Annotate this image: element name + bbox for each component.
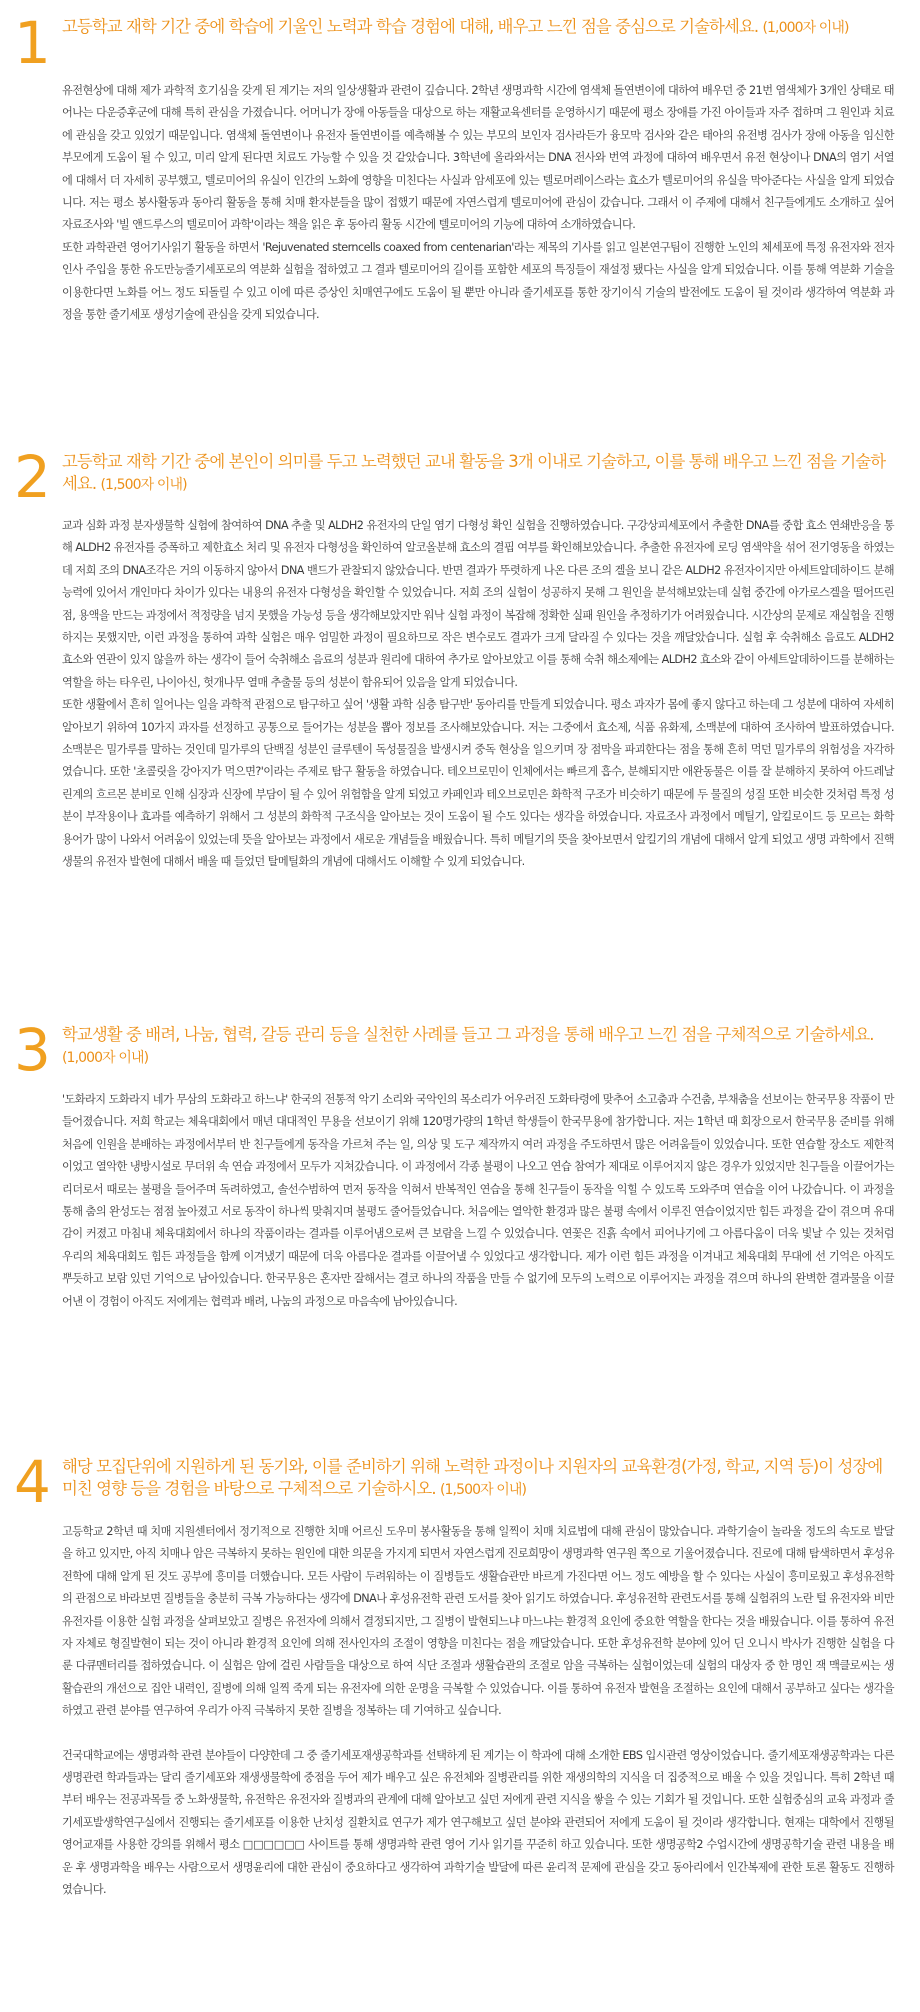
answer-body [62, 515, 894, 874]
section-number: 1 [14, 9, 51, 77]
section-question [62, 16, 892, 39]
answer-paragraph: 고등학교 2학년 때 치매 지원센터에서 정기적으로 진행한 치매 어르신 도우미 봉사활동을 통해 일찍이 치매 치료법에 대해 관심이 많았습니다. 과학기술이 놀라울 정도의 속도로 발달을 하고 있지만, 아직 치매나 암은 극복하지 못하는 원인에 대한 의문을 가지게 되면서 자연스럽게 진로희망이 생명과학 연구원 쪽으로 기울어졌습니다. 진로에 대해 탐색하면서 후성유전학에 대해 알게 된 것도 공부에 흥미를 더했습니다. 모든 사람이 두려워하는 이 질병들도 생활습관만 바르게 가진다면 어느 정도 예방을 할 수 있다는 사실이 흥미로웠고 후성유전학의 관점으로 바라보면 질병들을 충분히 극복 가능하다는 생각에 DNA나 후성유전학 관련 도서를 찾아 읽기도 하였습니다. 후성유전학 관련도서를 통해 실험쥐의 노란 털 유전자와 비만유전자를 이용한 실험 과정을 살펴보았고 질병은 유전자에 의해서 결정되지만, 그 질병이 발현되느냐 마느냐는 환경적 요인에 중요한 역할을 한다는 것을 배웠습니다. 이를 통하여 유전자 자체로 형질발현이 되는 것이 아니라 환경적 요인에 의해 전사인자의 조절이 영향을 미친다는 점을 깨달았습니다. 또한 후성유전학 분야에 있어 딘 오니시 박사가 진행한 실험을 다룬 다큐멘터리를 접하였습니다. 이 실험은 암에 걸린 사람들을 대상으로 하여 식단 조절과 생활습관의 조절로 암을 극복하는 실험이었는데 실험의 대상자 중 한 명인 잭 맥클로씨는 생활습관의 개선으로 집안 내력인, 질병에 의해 일찍 죽게 되는 유전자에 의한 운명을 극복할 수 있었습니다. 이를 통하여 유전자 발현을 조절하는 요인에 대해서 공부하고 싶다는 생각을 하였고 관련 분야를 연구하여 우리가 아직 극복하지 못한 질병을 정복하는 데 기여하고 싶습니다. [62, 1525, 894, 1718]
section-question [62, 1456, 892, 1501]
question-text: 학교생활 중 배려, 나눔, 협력, 갈등 관리 등을 실천한 사례를 들고 그 과정을 통해 배우고 느낀 점을 구체적으로 기술하세요. [62, 1025, 874, 1044]
question-text: 고등학교 재학 기간 중에 학습에 기울인 노력과 학습 경험에 대해, 배우고 느낀 점을 중심으로 기술하세요. [62, 17, 759, 36]
answer-body [62, 80, 894, 326]
section-number: 2 [14, 443, 51, 511]
answer-paragraph: '도화라지 도화라지 네가 무삼의 도화라고 하느냐' 한국의 전통적 악기 소리와 국악인의 목소리가 어우러진 도화타령에 맞추어 소고춤과 수건춤, 부채춤을 선보이는 한국무용 작품이 만들어졌습니다. 저희 학교는 체육대회에서 매년 대대적인 무용을 선보이기 위해 120명가량의 1학년 학생들이 한국무용에 참가합니다. 저는 1학년 때 회장으로서 한국무용 준비를 위해 처음에 인원을 분배하는 과정에서부터 반 친구들에게 동작을 가르쳐 주는 일, 의상 및 도구 제작까지 여러 과정을 주도하면서 많은 어려움들이 있었습니다. 또한 연습할 장소도 제한적이었고 열악한 냉방시설로 무더위 속 연습 과정에서 모두가 지쳐갔습니다. 이 과정에서 각종 불평이 나오고 연습 참여가 제대로 이루어지지 않은 경우가 있었지만 친구들을 이끌어가는 리더로서 때로는 불평을 들어주며 독려하였고, 솔선수범하여 먼저 동작을 익혀서 반복적인 연습을 통해 친구들이 동작을 익힐 수 있도록 도와주며 연습을 이어 나갔습니다. 이 과정을 통해 춤의 완성도는 점점 높아졌고 서로 동작이 하나씩 맞춰지며 불평도 줄어들었습니다. 처음에는 열악한 환경과 많은 불평 속에서 이루진 연습이었지만 힘든 과정을 같이 겪으며 유대감이 커졌고 마침내 체육대회에서 하나의 작품이라는 결과를 이루어냄으로써 큰 보람을 느낄 수 있었습니다. 연꽃은 진흙 속에서 피어나기에 그 아름다움이 더욱 빛날 수 있는 것처럼 우리의 체육대회도 힘든 과정들을 함께 이겨냈기 때문에 더욱 아름다운 결과를 이끌어낼 수 있었다고 생각합니다. 제가 이런 힘든 과정을 이겨내고 체육대회 무대에 선 기억은 아직도 뿌듯하고 보람 있던 기억으로 남아있습니다. 한국무용은 혼자만 잘해서는 결코 하나의 작품을 만들 수 없기에 모두의 노력으로 이루어지는 과정을 겪으며 하나의 완벽한 결과물을 이끌어낸 이 경험이 아직도 저에게는 협력과 배려, 나눔의 과정으로 마음속에 남아있습니다. [62, 1093, 894, 1308]
section-question [62, 451, 892, 496]
section-question [62, 1024, 892, 1069]
answer-paragraph: 교과 심화 과정 분자생물학 실험에 참여하여 DNA 추출 및 ALDH2 유전자의 단일 염기 다형성 확인 실험을 진행하였습니다. 구강상피세포에서 추출한 DNA를 중합 효소 연쇄반응을 통해 ALDH2 유전자를 증폭하고 제한효소 처리 및 유전자 다형성을 확인하여 알코올분해 효소의 결핍 여부를 확인해보았습니다. 추출한 유전자에 로딩 염색약을 섞어 전기영동을 하였는데 저희 조의 DNA조각은 거의 이동하지 않아서 DNA 밴드가 관찰되지 않았습니다. 반면 결과가 뚜렷하게 나온 다른 조의 겔을 보니 같은 ALDH2 유전자이지만 아세트알데하이드 분해 능력에 있어서 개인마다 차이가 있다는 내용의 유전자 다형성을 확인할 수 있었습니다. 저희 조의 실험이 성공하지 못해 그 원인을 분석해보았는데 실험 중간에 아가로스겔을 떨어뜨린 점, 용액을 만드는 과정에서 적정량을 넘지 못했을 가능성 등을 생각해보았지만 워낙 실험 과정이 복잡해 정확한 실패 원인을 추정하기가 어려웠습니다. 시간상의 문제로 재실험을 진행하지는 못했지만, 이런 과정을 통하여 과학 실험은 매우 엄밀한 과정이 필요하므로 작은 변수로도 결과가 크게 달라질 수 있다는 것을 깨달았습니다. 실험 후 숙취해소 음료도 ALDH2 효소와 연관이 있지 않을까 하는 생각이 들어 숙취해소 음료의 성분과 원리에 대하여 추가로 알아보았고 이를 통해 숙취 해소제에는 ALDH2 효소와 같이 아세트알데하이드를 분해하는 역할을 하는 타우린, 나이아신, 헛개나무 열매 추출물 등의 성분이 함유되어 있음을 알게 되었습니다. [62, 519, 894, 689]
section-number: 3 [14, 1016, 51, 1084]
question-text: 해당 모집단위에 지원하게 된 동기와, 이를 준비하기 위해 노력한 과정이나 지원자의 교육환경(가정, 학교, 지역 등)이 성장에 미친 영향 등을 경험을 바탕으로 구체적으로 기술하시오. [62, 1457, 883, 1498]
section-number: 4 [14, 1448, 51, 1516]
answer-paragraph: 유전현상에 대해 제가 과학적 호기심을 갖게 된 계기는 저의 일상생활과 관련이 깊습니다. 2학년 생명과학 시간에 염색체 돌연변이에 대하여 배우던 중 21번 염색체가 3개인 상태로 태어나는 다운증후군에 대해 특히 관심을 가졌습니다. 어머니가 장애 아동들을 대상으로 하는 재활교육센터를 운영하시기 때문에 평소 장애를 가진 아이들과 자주 접하며 그 원인과 치료에 관심을 갖고 있었기 때문입니다. 염색체 돌연변이나 유전자 돌연변이를 예측해볼 수 있는 부모의 보인자 검사라든가 융모막 검사와 같은 태아의 유전병 검사가 장애 아동을 임신한 부모에게 도움이 될 수 있고, 미리 알게 된다면 치료도 가능할 수 있을 것 같았습니다. 3학년에 올라와서는 DNA 전사와 번역 과정에 대하여 배우면서 유전 현상이나 DNA의 염기 서열에 대해서 더 자세히 공부했고, 텔로미어의 유실이 인간의 노화에 영향을 미친다는 사실과 암세포에 있는 텔로머레이스라는 효소가 텔로미어의 유실을 막아준다는 사실을 알게 되었습니다. 저는 평소 봉사활동과 동아리 활동을 통해 치매 환자분들을 많이 접했기 때문에 자연스럽게 텔로미어에 관심이 갔습니다. 그래서 이 주제에 대해서 친구들에게도 소개하고 싶어 자료조사와 '빌 앤드루스의 텔로미어 과학'이라는 책을 읽은 후 동아리 활동 시간에 텔로미어의 기능에 대하여 소개하였습니다. [62, 84, 894, 232]
answer-paragraph: 또한 생활에서 흔히 일어나는 일을 과학적 관점으로 탐구하고 싶어 '생활 과학 심층 탐구반' 동아리를 만들게 되었습니다. 평소 과자가 몸에 좋지 않다고 하는데 그 성분에 대하여 자세히 알아보기 위하여 10가지 과자를 선정하고 공통으로 들어가는 성분을 뽑아 정보를 조사해보았습니다. 저는 그중에서 효소제, 식품 유화제, 소맥분에 대하여 조사하여 발표하였습니다. 소맥분은 밀가루를 말하는 것인데 밀가루의 단백질 성분인 글루텐이 독성물질을 발생시켜 중독 현상을 일으키며 장 점막을 파괴한다는 점을 통해 흔히 먹던 밀가루의 위험성을 자각하였습니다. 또한 '초콜릿을 강아지가 먹으면?'이라는 주제로 탐구 활동을 하였습니다. 테오브로민이 인체에서는 빠르게 흡수, 분해되지만 애완동물은 이를 잘 분해하지 못하여 아드레날린계의 흐르몬 분비로 인해 심장과 신장에 부담이 될 수 있어 위험함을 알게 되었고 카페인과 테오브로민은 화학적 구조가 비슷하기 때문에 두 물질의 성질 또한 비슷한 것처럼 특정 성분이 부작용이나 효과를 예측하기 위해서 그 성분의 화학적 구조식을 알아보는 것이 도움이 될 수도 있다는 생각을 하였습니다. 자료조사 과정에서 메틸기, 알킬로이드 등 모르는 화학 용어가 많이 나와서 어려움이 있었는데 뜻을 알아보는 과정에서 새로운 개념들을 배웠습니다. 특히 메틸기의 뜻을 찾아보면서 알킬기의 개념에 대해서 알게 되었고 생명 과학에서 진핵생물의 유전자 발현에 대해서 배울 때 들었던 탈메틸화의 개념에 대해서도 이해할 수 있게 되었습니다. [62, 698, 894, 869]
char-limit: (1,000자 이내) [762, 20, 849, 36]
char-limit: (1,000자 이내) [62, 1050, 149, 1066]
answer-paragraph: 또한 과학관련 영어기사읽기 활동을 하면서 'Rejuvenated sterncells coaxed from centenarian'라는 제목의 기사를 읽고 일본연구팀이 진행한 노인의 체세포에 특정 유전자와 전자인사 주입을 통한 유도만능줄기세포로의 역분화 실험을 접하였고 그 결과 텔로미어의 길이를 포함한 세포의 특징들이 재설정 됐다는 사실을 알게 되었습니다. 이를 통해 역분화 기술을 이용한다면 노화를 어느 정도 되돌릴 수 있고 이에 따른 증상인 치매연구에도 도움이 될 뿐만 아니라 줄기세포를 통한 장기이식 기술의 발전에도 도움이 될 것이라 생각하여 역분화 과정을 통한 줄기세포 생성기술에 관심을 갖게 되었습니다. [62, 240, 894, 322]
answer-body [62, 1521, 894, 1902]
question-text: 고등학교 재학 기간 중에 본인이 의미를 두고 노력했던 교내 활동을 3개 이내로 기술하고, 이를 통해 배우고 느낀 점을 기술하세요. [62, 452, 886, 493]
char-limit: (1,500자 이내) [100, 477, 187, 493]
answer-paragraph: 건국대학교에는 생명과학 관련 분야들이 다양한데 그 중 줄기세포재생공학과를 선택하게 된 계기는 이 학과에 대해 소개한 EBS 입시관련 영상이었습니다. 줄기세포재생공학과는 다른 생명관련 학과들과는 달리 줄기세포와 재생생물학에 중점을 두어 제가 배우고 싶은 유전체와 질병관리를 위한 재생의학의 지식을 더 집중적으로 배울 수 있을 것입니다. 특히 2학년 때부터 배우는 전공과목들 중 노화생물학, 유전학은 유전자와 질병과의 관계에 대해 알아보고 싶던 저에게 관련 지식을 쌓을 수 있는 기회가 될 것입니다. 또한 실험중심의 교육 과정과 줄기세포발생학연구실에서 진행되는 줄기세포를 이용한 난치성 질환치료 연구가 제가 연구해보고 싶던 분야와 관련되어 저에게 도움이 될 것이라 생각합니다. 현재는 대학에서 진행될 영어교재를 사용한 강의를 위해서 평소 □□□□□□ 사이트를 통해 생명과학 관련 영어 기사 읽기를 꾸준히 하고 있습니다. 또한 생명공학2 수업시간에 생명공학기술 관련 내용을 배운 후 생명과학을 배우는 사람으로서 생명윤리에 대한 관심이 중요하다고 생각하여 과학기술 발달에 따른 윤리적 문제에 관심을 갖고 동아리에서 인간복제에 관한 토론 활동도 진행하였습니다. [62, 1748, 894, 1897]
answer-body [62, 1089, 894, 1313]
char-limit: (1,500자 이내) [439, 1482, 527, 1498]
